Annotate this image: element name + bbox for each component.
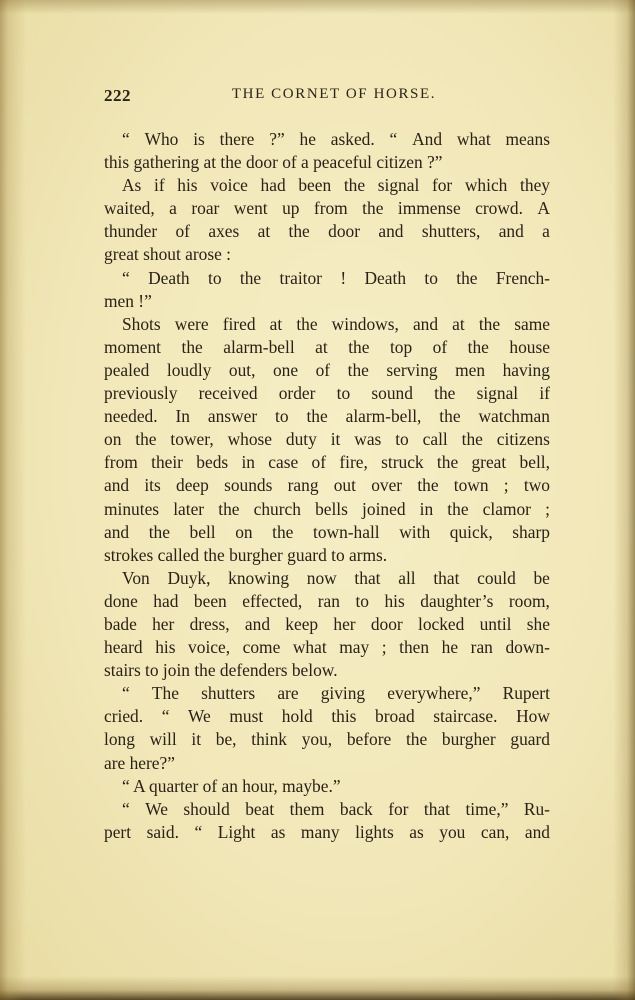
text-line: “ A quarter of an hour, maybe.” <box>122 775 341 796</box>
text-line: As if his voice had been the signal for which they <box>122 175 550 196</box>
text-line: pealed loudly out, one of the serving men having <box>104 359 550 380</box>
text-line: waited, a roar went up from the immense crowd. A <box>104 198 550 219</box>
text-line: “ Death to the traitor ! Death to the French- <box>122 267 550 288</box>
text-line: this gathering at the door of a peaceful citizen ?” <box>104 152 443 173</box>
running-title: THE CORNET OF HORSE. <box>231 86 437 102</box>
text-line: great shout arose : <box>104 244 232 265</box>
text-line: long will it be, think you, before the burgher guard <box>104 729 550 750</box>
text-line: stairs to join the defenders below. <box>104 660 338 681</box>
text-line: are here?” <box>104 752 175 773</box>
text-line: needed. In answer to the alarm-bell, the watchman <box>104 406 550 427</box>
text-line: men !” <box>104 290 152 311</box>
text-line: strokes called the burgher guard to arms. <box>104 544 388 565</box>
text-line: from their beds in case of fire, struck the great bell, <box>104 452 550 473</box>
text-line: Shots were fired at the windows, and at the same <box>122 313 550 334</box>
text-line: moment the alarm-bell at the top of the house <box>104 336 550 357</box>
page-header <box>104 86 550 110</box>
text-line: previously received order to sound the signal if <box>104 383 550 404</box>
text-line: and the bell on the town-hall with quick, sharp <box>104 521 550 542</box>
text-line: Von Duyk, knowing now that all that could be <box>122 567 550 588</box>
text-line: thunder of axes at the door and shutters, and a <box>104 221 550 242</box>
text-line: cried. “ We must hold this broad staircase. How <box>104 706 550 727</box>
body-text <box>104 128 550 844</box>
text-line: and its deep sounds rang out over the town ; two <box>104 475 550 496</box>
text-line: “ The shutters are giving everywhere,” Rupert <box>122 683 550 704</box>
text-line: “ We should beat them back for that time,” Ru- <box>122 798 550 819</box>
text-line: minutes later the church bells joined in the clamor ; <box>104 498 550 519</box>
text-line: heard his voice, come what may ; then he ran down- <box>104 637 550 658</box>
text-line: “ Who is there ?” he asked. “ And what means <box>122 129 550 149</box>
text-line: on the tower, whose duty it was to call the citizens <box>104 429 550 450</box>
page-number: 222 <box>104 86 131 105</box>
text-line: pert said. “ Light as many lights as you can, and <box>104 821 550 842</box>
text-line: done had been effected, ran to his daughter’s room, <box>104 590 550 611</box>
text-line: bade her dress, and keep her door locked until she <box>104 613 550 634</box>
